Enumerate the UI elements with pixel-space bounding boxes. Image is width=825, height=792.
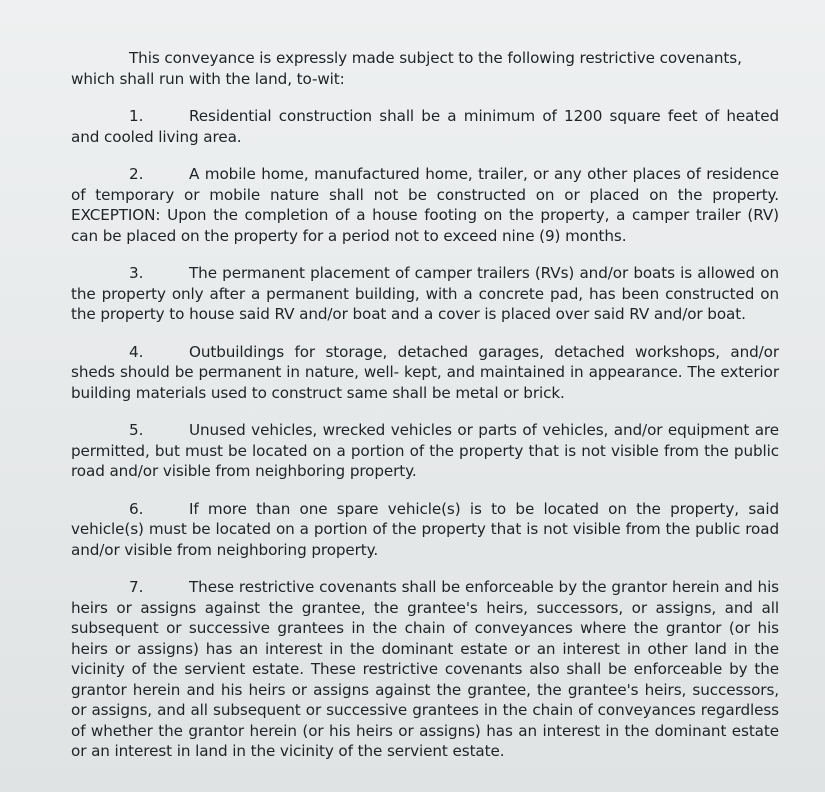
covenant-4 <box>71 342 779 404</box>
covenant-number: 1. <box>129 107 144 125</box>
covenant-text: These restrictive covenants shall be enforceable by the grantor herein and his heirs or assigns against the grantee, the grantee's heirs, successors, or assigns, and all subsequent or successive grantees in the chain of conveyances where the grantor (or his heirs or assigns) has an interest in the dominant estate or an interest in other land in the vicinity of the servient estate. These restrictive covenants also shall be enforceable by the grantor herein and his heirs or assigns against the grantee, the grantee's heirs, successors, or assigns, and all subsequent or successive grantees in the chain of conveyances regardless of whether the grantor herein (or his heirs or assigns) has an interest in the dominant estate or an interest in land in the vicinity of the servient estate. <box>71 578 779 760</box>
covenant-text: Outbuildings for storage, detached garages, detached workshops, and/or sheds should be permanent in nature, well- kept, and maintained in appearance. The exterior building materials used to construct same shall be metal or brick. <box>71 342 779 402</box>
covenant-2 <box>71 164 779 246</box>
covenants-document <box>71 48 779 779</box>
covenant-1 <box>71 106 779 147</box>
covenant-5 <box>71 420 779 482</box>
covenant-number: 3. <box>129 264 144 282</box>
covenant-text: A mobile home, manufactured home, trailer, or any other places of residence of temporary or mobile nature shall not be constructed on or placed on the property. EXCEPTION: Upon the completion of a house footing on the property, a camper trailer (RV) can be placed on the property for a period not to exceed nine (9) months. <box>71 165 779 245</box>
covenant-number: 7. <box>129 578 144 596</box>
covenant-7 <box>71 577 779 762</box>
covenant-number: 4. <box>129 342 144 361</box>
covenant-text: The permanent placement of camper trailers (RVs) and/or boats is allowed on the property only after a permanent building, with a concrete pad, has been constructed on the property to house said RV and/or boat and a cover is placed over said RV and/or boat. <box>71 264 779 323</box>
intro-paragraph: This conveyance is expressly made subject to the following restrictive covenants, which shall run with the land, to-wit: <box>71 49 742 88</box>
covenant-number: 6. <box>129 499 144 518</box>
covenant-3 <box>71 263 779 325</box>
covenant-number: 5. <box>129 421 144 439</box>
covenant-text: Residential construction shall be a minimum of 1200 square feet of heated and cooled living area. <box>71 107 779 146</box>
covenant-6 <box>71 499 779 561</box>
covenant-text: If more than one spare vehicle(s) is to be located on the property, said vehicle(s) must be located on a portion of the property that is not visible from the public road and/or visible from neighboring property. <box>71 499 779 559</box>
covenant-number: 2. <box>129 165 144 183</box>
covenant-text: Unused vehicles, wrecked vehicles or parts of vehicles, and/or equipment are permitted, but must be located on a portion of the property that is not visible from the public road and/or visible from neighboring property. <box>71 421 779 480</box>
